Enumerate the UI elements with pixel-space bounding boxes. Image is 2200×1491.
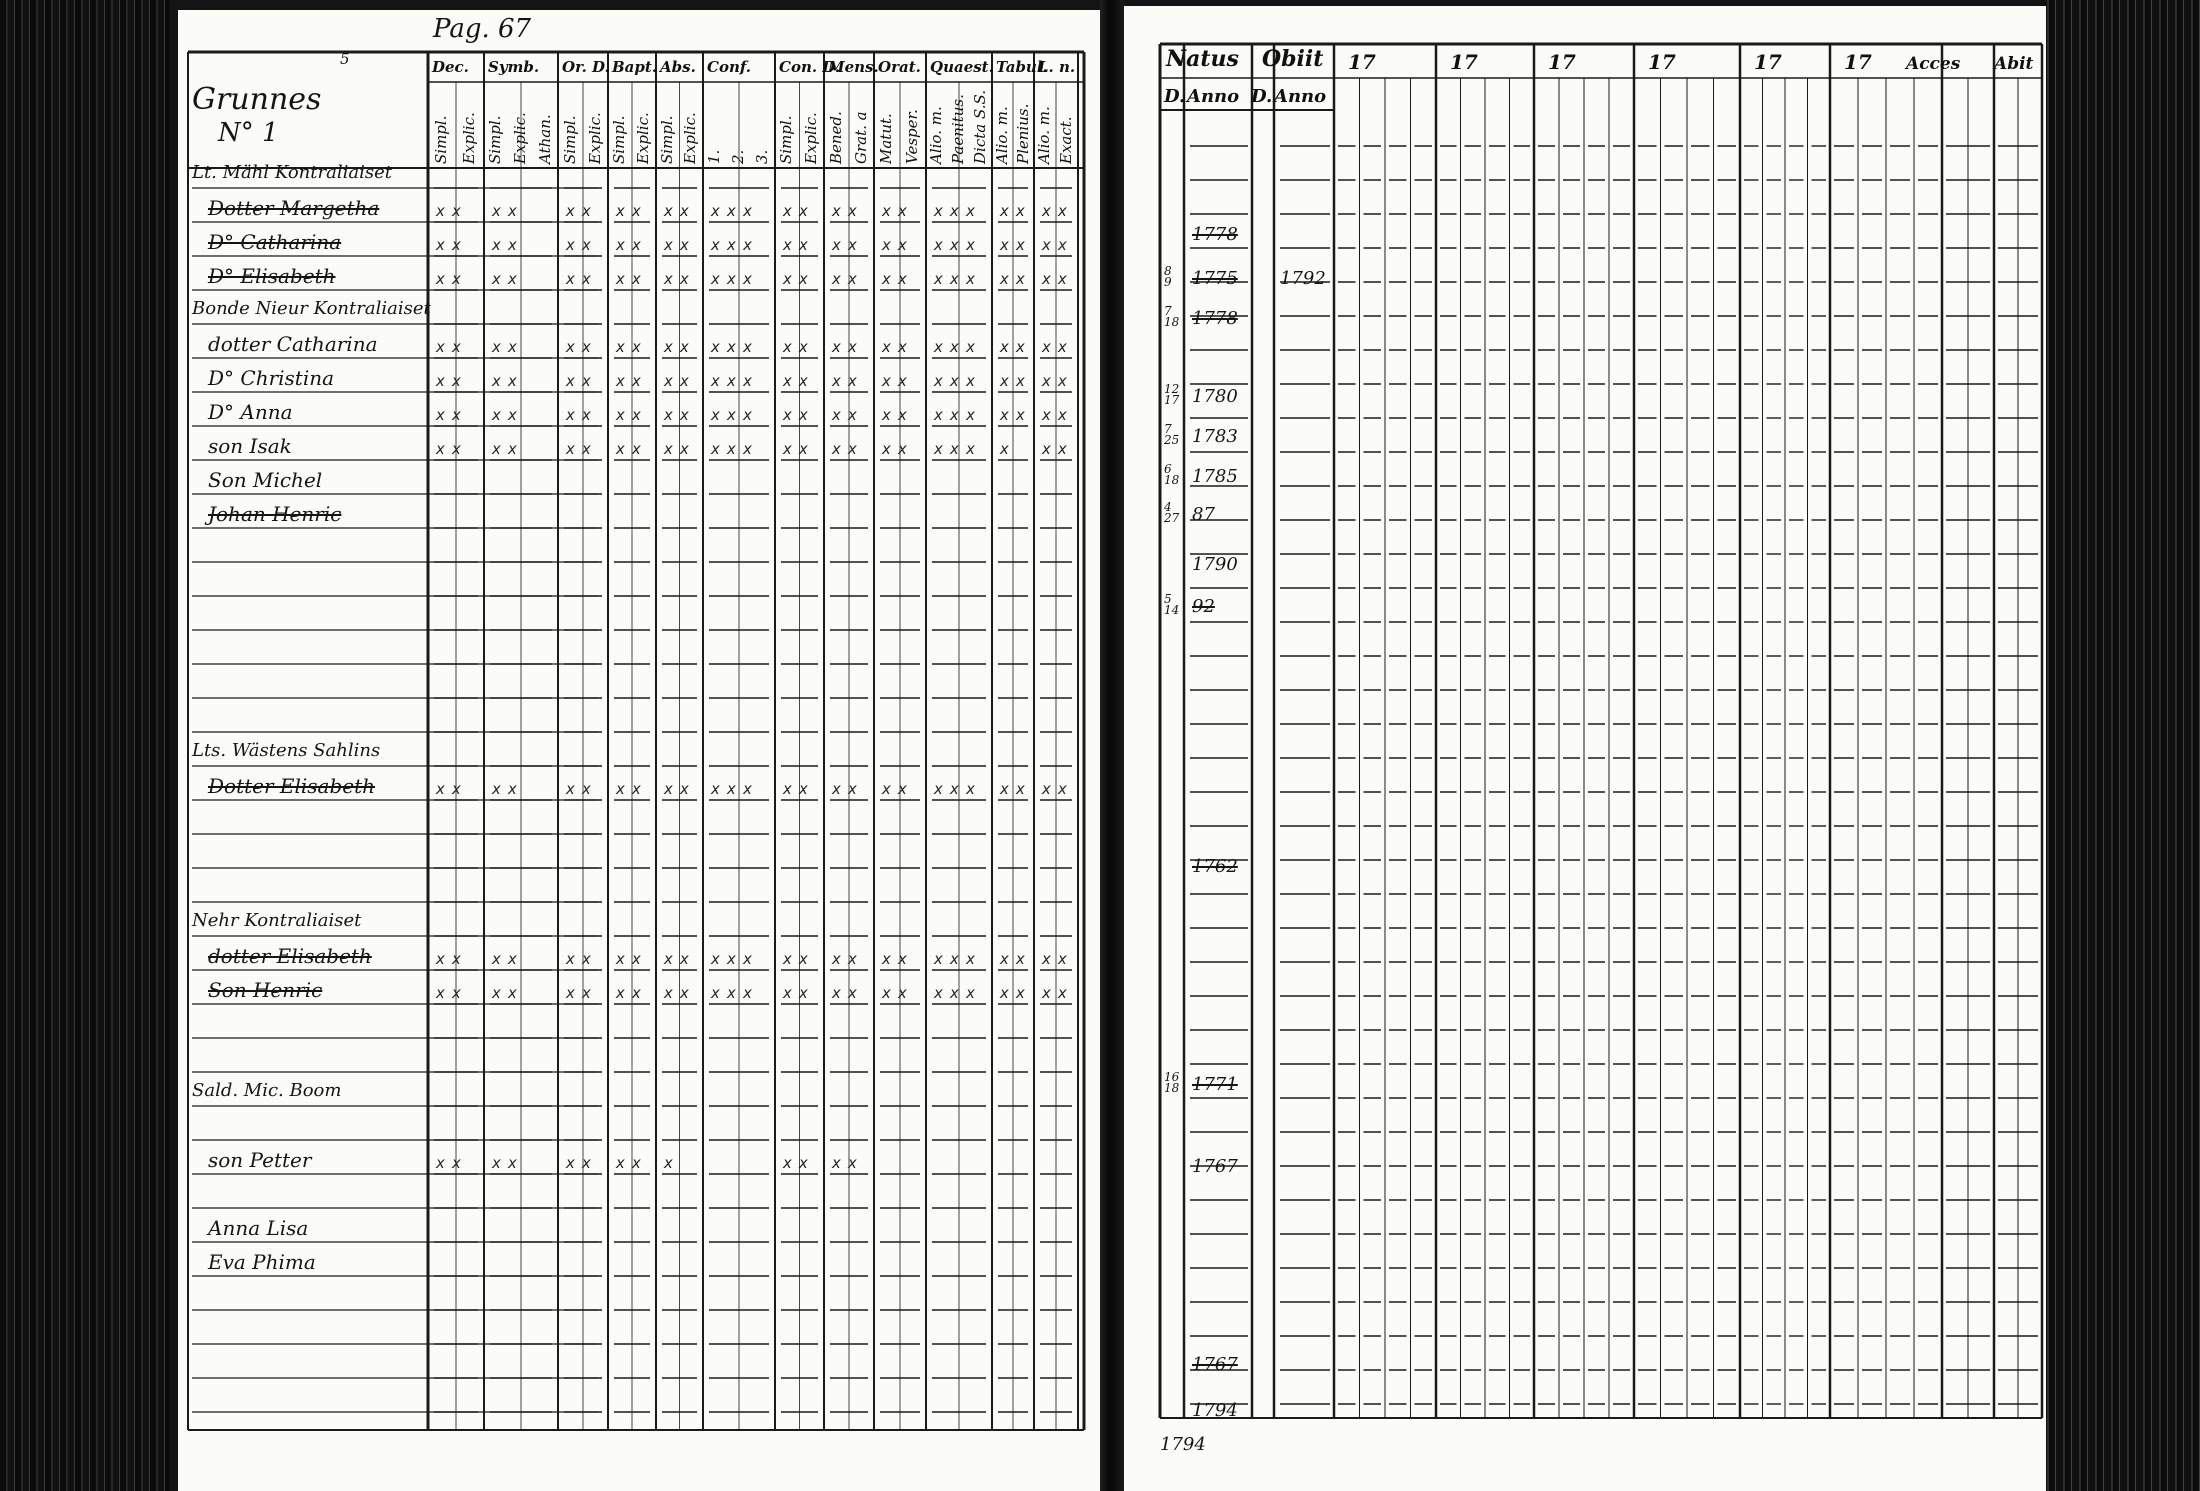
obiit-header: Obiit — [1262, 46, 1324, 72]
catechism-mark: x x — [882, 338, 907, 356]
column-subtitle: Alio. m. — [992, 106, 1011, 164]
column-title: Orat. — [878, 58, 921, 76]
catechism-mark: x x — [492, 984, 517, 1002]
catechism-mark: x x — [436, 372, 461, 390]
catechism-mark: x x — [832, 950, 857, 968]
left-register-page — [178, 10, 1100, 1491]
catechism-mark: x x — [1042, 202, 1067, 220]
column-subtitle: Explic. — [634, 112, 652, 164]
catechism-mark: x x x — [934, 270, 975, 288]
column-subtitle: Bened. — [826, 111, 845, 164]
person-name: son Isak — [208, 434, 292, 458]
catechism-mark: x x — [1042, 984, 1067, 1002]
catechism-mark: x x — [1000, 236, 1025, 254]
register-label: Grunnes — [192, 82, 322, 117]
catechism-mark: x x — [616, 338, 641, 356]
catechism-mark: x x — [664, 406, 689, 424]
column-subtitle: 1. — [705, 149, 723, 164]
abiit-header: Abit — [1994, 54, 2034, 74]
birth-year: 1767 — [1192, 1156, 1238, 1177]
person-name: dotter Catharina — [208, 332, 378, 356]
catechism-mark: x x — [566, 1154, 591, 1172]
catechism-mark: x x — [882, 270, 907, 288]
catechism-mark: x x — [436, 780, 461, 798]
year-column-title: 17 — [1754, 50, 1782, 74]
catechism-mark: x x — [1042, 372, 1067, 390]
catechism-mark: x x x — [934, 440, 975, 458]
catechism-mark: x x — [1000, 984, 1025, 1002]
year-column-title: 17 — [1648, 50, 1676, 74]
catechism-mark: x x — [664, 202, 689, 220]
column-subtitle: Explic. — [681, 112, 700, 164]
birth-year: 1778 — [1192, 308, 1238, 329]
person-name: D° Christina — [208, 366, 335, 390]
catechism-mark: x x — [664, 236, 689, 254]
catechism-mark: x x — [436, 202, 461, 220]
page-number: Pag. 67 — [433, 14, 532, 44]
catechism-mark: x x — [1042, 780, 1067, 798]
catechism-mark: x x x — [934, 406, 975, 424]
catechism-mark: x x — [566, 372, 591, 390]
catechism-mark: x x x — [934, 780, 975, 798]
catechism-mark: x x — [783, 1154, 808, 1172]
birth-year: 1775 — [1192, 268, 1238, 289]
book-edge-right — [2040, 0, 2200, 1491]
death-year: 1792 — [1280, 268, 1326, 289]
catechism-mark: x x — [1000, 780, 1025, 798]
catechism-mark: x x — [832, 440, 857, 458]
catechism-mark: x x — [1000, 406, 1025, 424]
catechism-mark: x x — [832, 406, 857, 424]
column-title: Abs. — [660, 58, 696, 76]
catechism-mark: x x — [783, 440, 808, 458]
catechism-mark: x x x — [934, 950, 975, 968]
catechism-mark: x x — [492, 1154, 517, 1172]
catechism-mark: x x — [566, 338, 591, 356]
birth-year: 87 — [1192, 504, 1215, 525]
obiit-anno-header: Anno — [1274, 86, 1327, 107]
birth-year: 1762 — [1192, 856, 1238, 877]
catechism-mark: x x — [492, 406, 517, 424]
catechism-mark: x x — [832, 270, 857, 288]
catechism-mark: x x — [882, 202, 907, 220]
birth-day: 16 18 — [1164, 1070, 1180, 1095]
catechism-mark: x x — [783, 338, 808, 356]
catechism-mark: x x x — [711, 406, 752, 424]
book-edge-left — [0, 0, 170, 1491]
catechism-mark: x x — [832, 202, 857, 220]
catechism-mark: x x — [783, 202, 808, 220]
catechism-mark: x x — [664, 984, 689, 1002]
catechism-mark: x x — [436, 270, 461, 288]
birth-year: 1771 — [1192, 1074, 1238, 1095]
person-name: Eva Phima — [208, 1250, 316, 1274]
catechism-mark: x x — [783, 236, 808, 254]
column-title: L. n. — [1038, 58, 1076, 76]
catechism-mark: x x — [616, 780, 641, 798]
household-heading: Nehr Kontraliaiset — [192, 910, 362, 931]
column-title: Tabul. — [996, 58, 1048, 76]
catechism-mark: x x — [882, 236, 907, 254]
natus-header: Natus — [1166, 46, 1239, 72]
book-gutter — [1100, 0, 1124, 1491]
birth-year: 1794 — [1160, 1434, 1206, 1455]
catechism-mark: x x — [616, 984, 641, 1002]
column-title: Dec. — [432, 58, 469, 76]
column-subtitle: Explic. — [511, 112, 529, 164]
column-title: Mens. — [828, 58, 879, 76]
catechism-mark: x x — [664, 372, 689, 390]
column-subtitle: Alio. m. — [1035, 106, 1053, 164]
birth-year: 1785 — [1192, 466, 1238, 487]
right-register-page — [1124, 6, 2046, 1491]
catechism-mark: x x x — [711, 372, 752, 390]
catechism-mark: x x — [882, 950, 907, 968]
catechism-mark: x x x — [711, 984, 752, 1002]
column-title: Symb. — [488, 58, 540, 76]
birth-year: 1783 — [1192, 426, 1238, 447]
catechism-mark: x x x — [711, 780, 752, 798]
catechism-mark: x x — [882, 984, 907, 1002]
register-number: 5 — [340, 50, 350, 68]
person-name: son Petter — [208, 1148, 312, 1172]
column-subtitle: Exact. — [1057, 116, 1075, 164]
catechism-mark: x x — [882, 440, 907, 458]
catechism-mark: x x — [1042, 950, 1067, 968]
year-column-title: 17 — [1548, 50, 1576, 74]
obiit-day-header: D. — [1251, 86, 1273, 107]
catechism-mark: x x — [832, 1154, 857, 1172]
catechism-mark: x x — [1000, 202, 1025, 220]
catechism-mark: x x — [1000, 950, 1025, 968]
birth-year: 1790 — [1192, 554, 1238, 575]
catechism-mark: x x — [492, 270, 517, 288]
catechism-mark: x x — [832, 236, 857, 254]
catechism-mark: x x — [1042, 338, 1067, 356]
catechism-mark: x x x — [711, 440, 752, 458]
catechism-mark: x x — [436, 440, 461, 458]
column-subtitle: Simpl. — [560, 115, 579, 164]
catechism-mark: x x x — [934, 202, 975, 220]
column-subtitle: Simpl. — [777, 115, 796, 164]
catechism-mark: x x — [832, 984, 857, 1002]
person-name: Anna Lisa — [208, 1216, 309, 1240]
catechism-mark: x x — [492, 338, 517, 356]
catechism-mark: x x — [566, 406, 591, 424]
natus-anno-header: Anno — [1187, 86, 1240, 107]
catechism-mark: x x — [492, 440, 517, 458]
catechism-mark: x x — [783, 984, 808, 1002]
column-subtitle: Simpl. — [610, 115, 628, 164]
catechism-mark: x x — [566, 440, 591, 458]
catechism-mark: x x — [566, 780, 591, 798]
catechism-mark: x x — [492, 950, 517, 968]
catechism-mark: x x — [436, 406, 461, 424]
birth-day: 4 27 — [1164, 500, 1180, 525]
birth-day: 7 25 — [1164, 422, 1180, 447]
column-subtitle: Paenitus. — [949, 94, 967, 164]
column-subtitle: Explic. — [460, 112, 478, 164]
catechism-mark: x x x — [934, 984, 975, 1002]
birth-year: 1780 — [1192, 386, 1238, 407]
catechism-mark: x x — [783, 780, 808, 798]
catechism-mark: x x — [436, 950, 461, 968]
person-name: D° Elisabeth — [208, 264, 336, 288]
catechism-mark: x x — [616, 372, 641, 390]
catechism-mark: x x — [1000, 270, 1025, 288]
catechism-mark: x x — [1042, 236, 1067, 254]
person-name: Son Michel — [208, 468, 323, 492]
catechism-mark: x x x — [934, 338, 975, 356]
year-column-title: 17 — [1844, 50, 1872, 74]
catechism-mark: x x — [492, 372, 517, 390]
catechism-mark: x x — [616, 236, 641, 254]
catechism-mark: x x — [566, 236, 591, 254]
right-page-grid — [1124, 6, 2046, 1491]
catechism-mark: x x — [436, 1154, 461, 1172]
natus-day-header: D. — [1164, 86, 1186, 107]
column-subtitle: Vesper. — [903, 109, 921, 164]
column-title: Conf. — [707, 58, 751, 76]
column-subtitle: Explic. — [585, 112, 604, 164]
catechism-mark: x x — [566, 984, 591, 1002]
catechism-mark: x x — [436, 984, 461, 1002]
person-name: D° Catharina — [208, 230, 342, 254]
column-subtitle: Matut. — [877, 113, 895, 164]
birth-day: 8 9 — [1164, 264, 1172, 289]
catechism-mark: x x — [664, 950, 689, 968]
column-title: Quaest. — [930, 58, 994, 76]
column-subtitle: Alio. m. — [927, 106, 945, 164]
catechism-mark: x x — [616, 270, 641, 288]
catechism-mark: x x — [664, 270, 689, 288]
catechism-mark: x x x — [711, 236, 752, 254]
catechism-mark: x x x — [711, 202, 752, 220]
catechism-mark: x x — [783, 372, 808, 390]
catechism-mark: x x — [616, 950, 641, 968]
column-subtitle: Dicta S.S. — [971, 90, 989, 164]
birth-day: 6 18 — [1164, 462, 1180, 487]
catechism-mark: x x — [664, 780, 689, 798]
catechism-mark: x x x — [934, 236, 975, 254]
birth-year: 92 — [1192, 596, 1215, 617]
column-title: Con. D. — [779, 58, 840, 76]
column-subtitle: Grat. a — [851, 111, 870, 164]
catechism-mark: x x — [566, 202, 591, 220]
catechism-mark: x x — [1000, 338, 1025, 356]
catechism-mark: x x x — [934, 372, 975, 390]
birth-day: 5 14 — [1164, 592, 1180, 617]
household-heading: Lt. Mähl Kontraliaiset — [192, 162, 392, 183]
catechism-mark: x x — [492, 202, 517, 220]
catechism-mark: x x — [783, 950, 808, 968]
catechism-mark: x x — [436, 338, 461, 356]
catechism-mark: x x — [783, 270, 808, 288]
catechism-mark: x x — [882, 780, 907, 798]
column-subtitle: Explic. — [801, 112, 820, 164]
catechism-mark: x x — [566, 270, 591, 288]
year-column-title: 17 — [1348, 50, 1376, 74]
column-title: Or. D. — [562, 58, 610, 76]
catechism-mark: x x — [616, 202, 641, 220]
catechism-mark: x x — [566, 950, 591, 968]
column-title: Bapt. — [612, 58, 658, 76]
column-subtitle: Simpl. — [486, 115, 505, 164]
catechism-mark: x — [1000, 440, 1009, 458]
birth-year: 1778 — [1192, 224, 1238, 245]
catechism-mark: x x x — [711, 338, 752, 356]
catechism-mark: x x — [664, 440, 689, 458]
accessit-header: Acces — [1906, 54, 1961, 74]
catechism-mark: x x — [882, 372, 907, 390]
column-subtitle: Simpl. — [657, 115, 676, 164]
catechism-mark: x x — [436, 236, 461, 254]
catechism-mark: x x — [616, 440, 641, 458]
catechism-mark: x x — [1042, 440, 1067, 458]
register-no: N° 1 — [218, 118, 279, 148]
column-subtitle: Athan. — [535, 114, 554, 164]
catechism-mark: x — [664, 1154, 673, 1172]
household-heading: Bonde Nieur Kontraliaiset — [192, 298, 431, 319]
catechism-mark: x x — [1042, 270, 1067, 288]
catechism-mark: x x — [492, 780, 517, 798]
birth-day: 7 18 — [1164, 304, 1180, 329]
person-name: dotter Elisabeth — [208, 944, 372, 968]
catechism-mark: x x x — [711, 270, 752, 288]
birth-year: 1767 — [1192, 1354, 1238, 1375]
column-subtitle: 2. — [729, 149, 747, 164]
person-name: D° Anna — [208, 400, 293, 424]
birth-year: 1794 — [1192, 1400, 1238, 1421]
catechism-mark: x x — [783, 406, 808, 424]
catechism-mark: x x — [664, 338, 689, 356]
household-heading: Lts. Wästens Sahlins — [192, 740, 381, 761]
catechism-mark: x x — [832, 780, 857, 798]
column-subtitle: Simpl. — [432, 115, 450, 164]
catechism-mark: x x — [616, 406, 641, 424]
person-name: Son Henric — [208, 978, 323, 1002]
catechism-mark: x x x — [711, 950, 752, 968]
person-name: Johan Henric — [208, 502, 342, 526]
catechism-mark: x x — [1042, 406, 1067, 424]
person-name: Dotter Margetha — [208, 196, 380, 220]
household-heading: Sald. Mic. Boom — [192, 1080, 342, 1101]
catechism-mark: x x — [882, 406, 907, 424]
catechism-mark: x x — [1000, 372, 1025, 390]
column-subtitle: 3. — [753, 149, 771, 164]
column-subtitle: Plenius. — [1013, 103, 1032, 164]
year-column-title: 17 — [1450, 50, 1478, 74]
catechism-mark: x x — [492, 236, 517, 254]
catechism-mark: x x — [616, 1154, 641, 1172]
catechism-mark: x x — [832, 372, 857, 390]
catechism-mark: x x — [832, 338, 857, 356]
person-name: Dotter Elisabeth — [208, 774, 376, 798]
birth-day: 12 17 — [1164, 382, 1180, 407]
